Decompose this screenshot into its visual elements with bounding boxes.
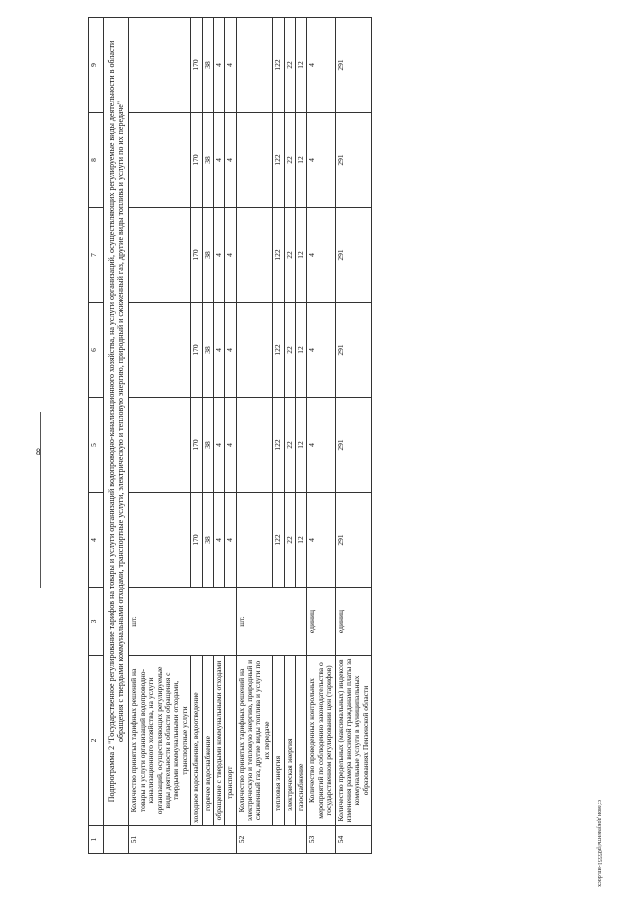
unit: шт. [129,588,236,656]
value-cell: 4 [213,398,224,493]
col-header: 1 [89,826,104,854]
col-header: 6 [89,303,104,398]
col-header: 9 [89,18,104,113]
value-cell: 291 [335,208,372,303]
table-row [335,18,372,854]
value-cell: 170 [191,398,202,493]
value-cell: 38 [202,493,213,588]
value-cell: 4 [225,493,236,588]
value-cell: 38 [202,208,213,303]
value-cell: 38 [202,398,213,493]
value-cell: 291 [335,398,372,493]
sub-indicator: электрическая энергия [284,656,295,826]
table-row [307,18,335,854]
col-header: 3 [89,588,104,656]
unit: единиц [335,588,372,656]
table-row [202,18,213,854]
subprogram-row [104,18,129,854]
value-cell: 22 [284,18,295,113]
value-cell: 4 [225,208,236,303]
value-cell: 12 [296,208,307,303]
indicator-name: Количество проведенных контрольных мероприятий по соблюдению законодательства о государственном регулировании цен (тарифов) [307,656,335,826]
value-cell: 4 [307,303,335,398]
indicator-name: Количество принятых тарифных решений на электрическую и тепловую энергию, природный и сжиженный газ, другие виды топлива и услуги по их передаче [236,656,273,826]
table-row [273,18,284,854]
sub-indicator: газоснабжение [296,656,307,826]
col-header: 8 [89,113,104,208]
value-cell: 4 [225,398,236,493]
table-row [129,18,191,854]
row-number: 53 [307,826,335,854]
value-cell: 4 [307,208,335,303]
value-cell: 12 [296,493,307,588]
col-header: 5 [89,398,104,493]
col-header: 2 [89,656,104,826]
table-row [191,18,202,854]
value-cell: 291 [335,493,372,588]
value-cell: 170 [191,493,202,588]
value-cell: 291 [335,303,372,398]
value-cell: 4 [307,18,335,113]
sub-indicator: тепловая энергия [273,656,284,826]
unit: единиц [307,588,335,656]
value-cell: 38 [202,113,213,208]
value-cell: 291 [335,113,372,208]
value-cell: 4 [213,18,224,113]
indicator-table [88,17,372,854]
value-cell: 4 [225,113,236,208]
value-cell: 12 [296,18,307,113]
table-row [213,18,224,854]
value-cell: 122 [273,493,284,588]
value-cell: 38 [202,18,213,113]
rotated-table-wrapper [88,18,535,854]
value-cell: 170 [191,18,202,113]
value-cell: 4 [213,113,224,208]
value-cell: 170 [191,303,202,398]
row-number: 52 [236,826,307,854]
separator-line [40,412,41,588]
row-number: 54 [335,826,372,854]
value-cell: 4 [213,303,224,398]
row-number: 51 [129,826,236,854]
value-cell: 4 [225,18,236,113]
value-cell: 22 [284,113,295,208]
value-cell: 38 [202,303,213,398]
value-cell: 4 [225,303,236,398]
indicator-name: Количество предельных (максимальных) индексов изменения размера вносимой гражданами платы за коммунальные услуги в муниципальных образованиях Пензенской области [335,656,372,826]
sub-indicator: обращение с твердыми коммунальными отходами [213,656,224,826]
sub-indicator: холодное водоснабжение, водоотведение [191,656,202,826]
sub-indicator: горячее водоснабжение [202,656,213,826]
table-row [296,18,307,854]
table-row [225,18,236,854]
value-cell: 12 [296,113,307,208]
footer-path: c:\мои документы\р05551-ип.docx [596,800,602,887]
value-cell: 122 [273,113,284,208]
value-cell: 4 [213,493,224,588]
value-cell: 170 [191,208,202,303]
value-cell: 22 [284,303,295,398]
value-cell: 122 [273,18,284,113]
value-cell: 4 [307,113,335,208]
col-header: 4 [89,493,104,588]
column-number-row [89,18,104,854]
subprogram-title: Подпрограмма 2 "Государственное регулирование тарифов на товары и услуги организаций водопроводно-канализационного хозяйства, на услуги организаций, осуществляющих регулируемые виды деятельности в области обращения с твердыми коммунальными отходами, транспортные услуги, электрическую и тепловую энергию, природный и сжиженный газ, другие виды топлива и услуги по их передаче" [104,18,129,826]
value-cell: 4 [307,398,335,493]
col-header: 7 [89,208,104,303]
unit: шт. [236,588,307,656]
value-cell: 4 [307,493,335,588]
sub-indicator: транспорт [225,656,236,826]
indicator-name: Количество принятых тарифных решений на товары и услуги организаций водопроводно-канализационного хозяйства, на услуги организаций, осуществляющих регулируемые виды деятельности в области обращения с твердыми коммунальными отходами, транспортные услуги [129,656,191,826]
table-row [236,18,273,854]
page-number: 8 [36,447,41,457]
value-cell: 12 [296,398,307,493]
value-cell: 22 [284,208,295,303]
value-cell: 170 [191,113,202,208]
value-cell: 22 [284,493,295,588]
value-cell: 22 [284,398,295,493]
table-row [284,18,295,854]
value-cell: 4 [213,208,224,303]
value-cell: 291 [335,18,372,113]
value-cell: 12 [296,303,307,398]
value-cell: 122 [273,208,284,303]
value-cell: 122 [273,303,284,398]
value-cell: 122 [273,398,284,493]
